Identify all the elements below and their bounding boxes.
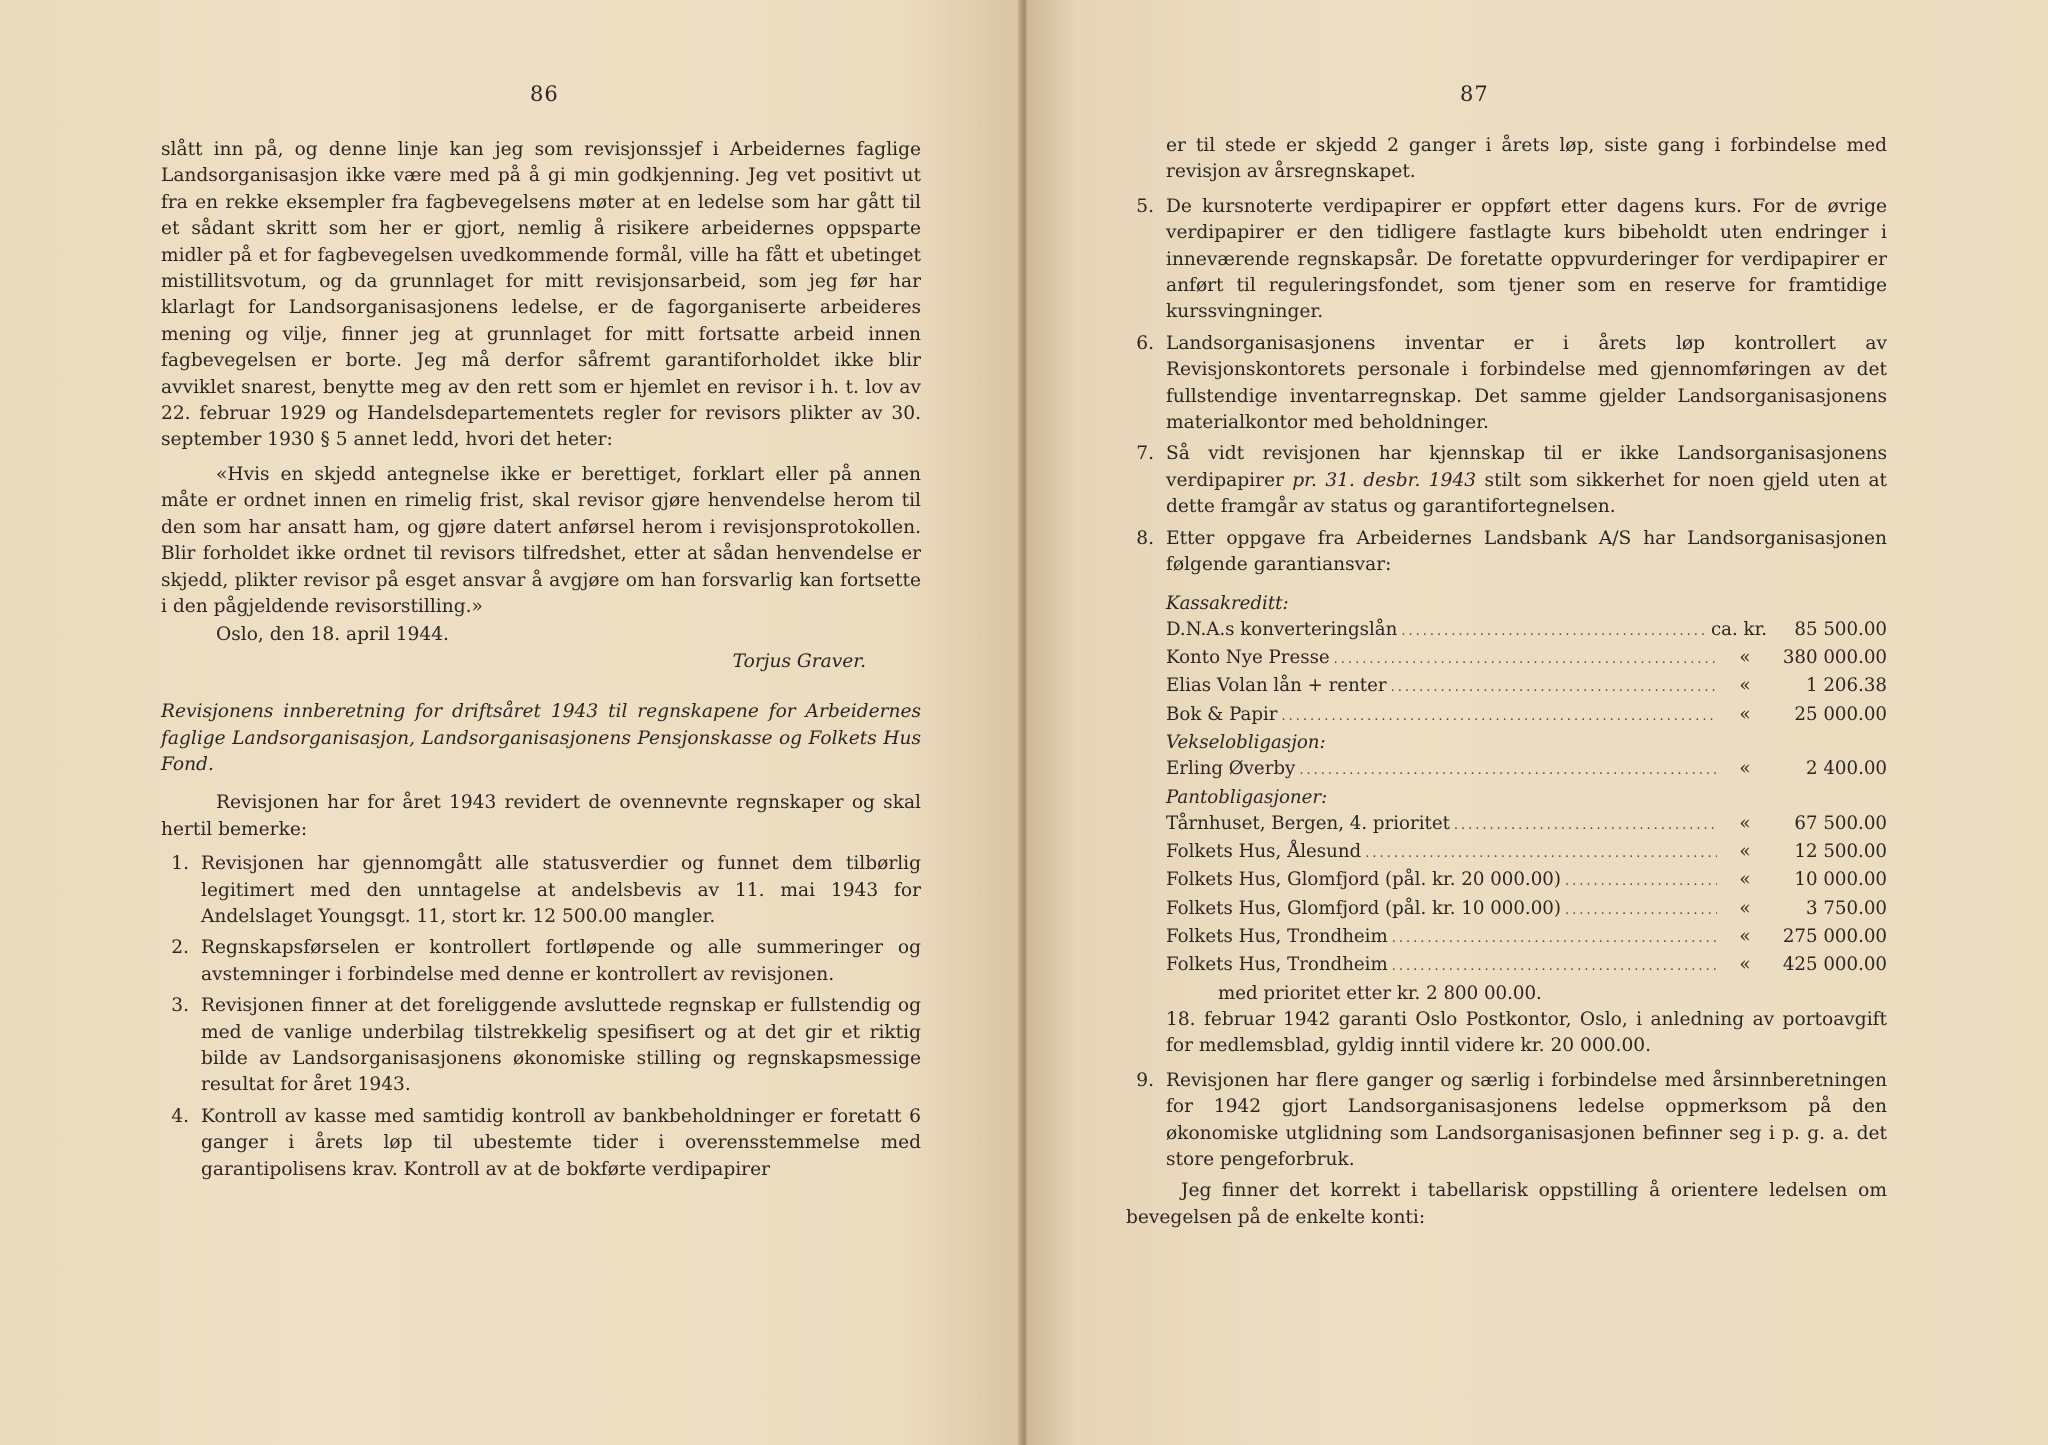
table-row: Tårnhuset, Bergen, 4. prioritet ..... « 67 500.00 bbox=[1166, 811, 1887, 839]
right-page bbox=[1027, 0, 2048, 1445]
numbered-list bbox=[161, 851, 921, 1183]
left-page-body bbox=[161, 137, 921, 1188]
list-item: 2. Regnskapsførselen er kontrollert fortløpende og alle summeringer og avstemninger i forbindelse med denne er kontrollert av revisjonen. bbox=[171, 937, 921, 985]
table-row: Folkets Hus, Trondheim ..... « 275 000.00 bbox=[1166, 924, 1887, 952]
list-item: 9. Revisjonen har flere ganger og særlig i forbindelse med årsinnberetningen for 1942 gjort Landsorganisasjonens ledelse oppmerksom på den økonomiske utglidning som Landsorganisasjonen befinner seg i p. g. a. det store pengeforbruk. bbox=[1136, 1069, 1887, 1170]
closing-paragraph: Jeg finner det korrekt i tabellarisk oppstilling å orientere ledelsen om bevegelsen på de enkelte konti: bbox=[1126, 1180, 1887, 1228]
section-heading: Pantobligasjoner: bbox=[1166, 786, 1328, 808]
numbered-list bbox=[1126, 194, 1887, 579]
table-row: Folkets Hus, Glomfjord (pål. kr. 20 000.00) ..... « 10 000.00 bbox=[1166, 867, 1887, 895]
section-heading: Vekselobligasjon: bbox=[1166, 731, 1326, 753]
list-item: 7. Så vidt revisjonen har kjennskap til er ikke Landsorganisasjonens verdipapirer pr. 31. desbr. 1943 stilt som sikkerhet for noen gjeld uten at dette framgår av status og garantifortegnelsen. bbox=[1136, 443, 1888, 518]
list-item: 6. Landsorganisasjonens inventar er i årets løp kontrollert av Revisjonskontorets personale i forbindelse med gjennomføringen av det fullstendige inventarregnskap. Det samme gjelder Landsorganisasjonens materialkontor med beholdninger. bbox=[1136, 332, 1887, 434]
numbered-list bbox=[1126, 1068, 1887, 1174]
list-item: 8. Etter oppgave fra Arbeidernes Landsbank A/S har Landsorganisasjonen følgende garantiansvar: bbox=[1136, 527, 1887, 576]
intro-paragraph: Revisjonen har for året 1943 revidert de ovennevnte regnskaper og skal hertil bemerke: bbox=[161, 792, 921, 840]
list-item: 3. Revisjonen finner at det foreliggende avsluttede regnskap er fullstendig og med de vanlige underbilag tilstrekkelig spesifisert og at det gir et riktig bilde av Landsorganisasjonens økonomiske stilling og regnskapsmessige resultat for året 1943. bbox=[171, 995, 921, 1096]
table-row: D.N.A.s konverteringslån ..... ca. kr. 85 500.00 bbox=[1166, 617, 1887, 645]
guarantee-table bbox=[1166, 591, 1887, 1007]
table-row: Folkets Hus, Ålesund ..... « 12 500.00 bbox=[1166, 839, 1887, 867]
continued-paragraph: er til stede er skjedd 2 ganger i årets løp, siste gang i forbindelse med revisjon av årsregnskapet. bbox=[1166, 135, 1887, 183]
right-page-body bbox=[1126, 133, 1887, 1231]
page-number-left: 86 bbox=[530, 82, 559, 106]
signature: Torjus Graver. bbox=[732, 650, 866, 672]
table-row: Folkets Hus, Glomfjord (pål. kr. 10 000.00) ..... « 3 750.00 bbox=[1166, 896, 1887, 924]
section-heading: Kassakreditt: bbox=[1166, 592, 1289, 614]
list-item: 1. Revisjonen har gjennomgått alle statusverdier og funnet dem tilbørlig legitimert med den unntagelse at andelsbevis av 11. mai 1943 for Andelslaget Youngsgt. 11, stort kr. 12 500.00 mangler. bbox=[171, 853, 921, 927]
legal-quote: «Hvis en skjedd antegnelse ikke er berettiget, forklart eller på annen måte er ordnet innen en rimelig frist, skal revisor gjøre henvendelse herom til den som har ansatt ham, og gjøre datert anførsel herom i revisjonsprotokollen. Blir forholdet ikke ordnet til revisors tilfredshet, etter at sådan henvendelse er skjedd, plikter revisor på esget ansvar å avgjøre om han forsvarlig kan fortsette i den pågjeldende revisorstilling.» bbox=[161, 463, 921, 617]
table-row: Folkets Hus, Trondheim ..... « 425 000.00 bbox=[1166, 952, 1887, 980]
page-number-right: 87 bbox=[1460, 82, 1489, 106]
table-row: Erling Øverby ..... « 2 400.00 bbox=[1166, 756, 1887, 784]
list-item: 5. De kursnoterte verdipapirer er oppført etter dagens kurs. For de øvrige verdipapirer er den tidligere fastlagte kurs bibeholdt uten endringer i inneværende regnskapsår. De foretatte oppvurderinger for verdipapirer er anført til reguleringsfondet, som tjener som en reserve for framtidige kurssvingninger. bbox=[1136, 195, 1887, 323]
table-note: med prioritet etter kr. 2 800 00.00. bbox=[1218, 982, 1542, 1004]
paragraph: slått inn på, og denne linje kan jeg som revisjonssjef i Arbeidernes faglige Landsorganisasjon ikke være med på å gi min godkjenning. Jeg vet positivt ut fra en rekke eksempler fra fagbevegelsens møter at en ledelse som har gått til et sådant skritt som her er gjort, nemlig å risikere arbeidernes oppsparte midler på et for fagbevegelsen uvedkommende formål, ville ha fått et ubetinget mistillitsvotum, og da grunnlaget for mitt revisjonsarbeid, som jeg før har klarlagt for Landsorganisasjonens ledelse, er de fagorganiserte arbeideres mening og vilje, finner jeg at grunnlaget for mitt fortsatte arbeid innen fagbevegelsen er borte. Jeg må derfor såfremt garantiforholdet ikke blir avviklet snarest, benytte meg av den rett som er hjemlet en revisor i h. t. lov av 22. februar 1929 og Handelsdepartementets regler for revisors plikter av 30. september 1930 § 5 annet ledd, hvori det heter: bbox=[161, 139, 921, 451]
date-line: Oslo, den 18. april 1944. bbox=[216, 624, 449, 646]
table-row: Bok & Papir ..... « 25 000.00 bbox=[1166, 702, 1887, 730]
list-item: 4. Kontroll av kasse med samtidig kontroll av bankbeholdninger er foretatt 6 ganger i årets løp til ubestemte tider i overensstemmelse med garantipolisens krav. Kontroll av at de bokførte verdipapirer bbox=[171, 1105, 921, 1180]
table-row: Konto Nye Presse ..... « 380 000.00 bbox=[1166, 645, 1887, 673]
postal-guarantee: 18. februar 1942 garanti Oslo Postkontor, Oslo, i anledning av portoavgift for medlemsblad, gyldig inntil videre kr. 20 000.00. bbox=[1166, 1008, 1887, 1057]
report-heading: Revisjonens innberetning for driftsåret 1943 til regnskapene for Arbeidernes faglige Landsorganisasjon, Landsorganisasjonens Pensjonskasse og Folkets Hus Fond. bbox=[161, 701, 921, 775]
table-row: Elias Volan lån + renter ..... « 1 206.38 bbox=[1166, 673, 1887, 701]
